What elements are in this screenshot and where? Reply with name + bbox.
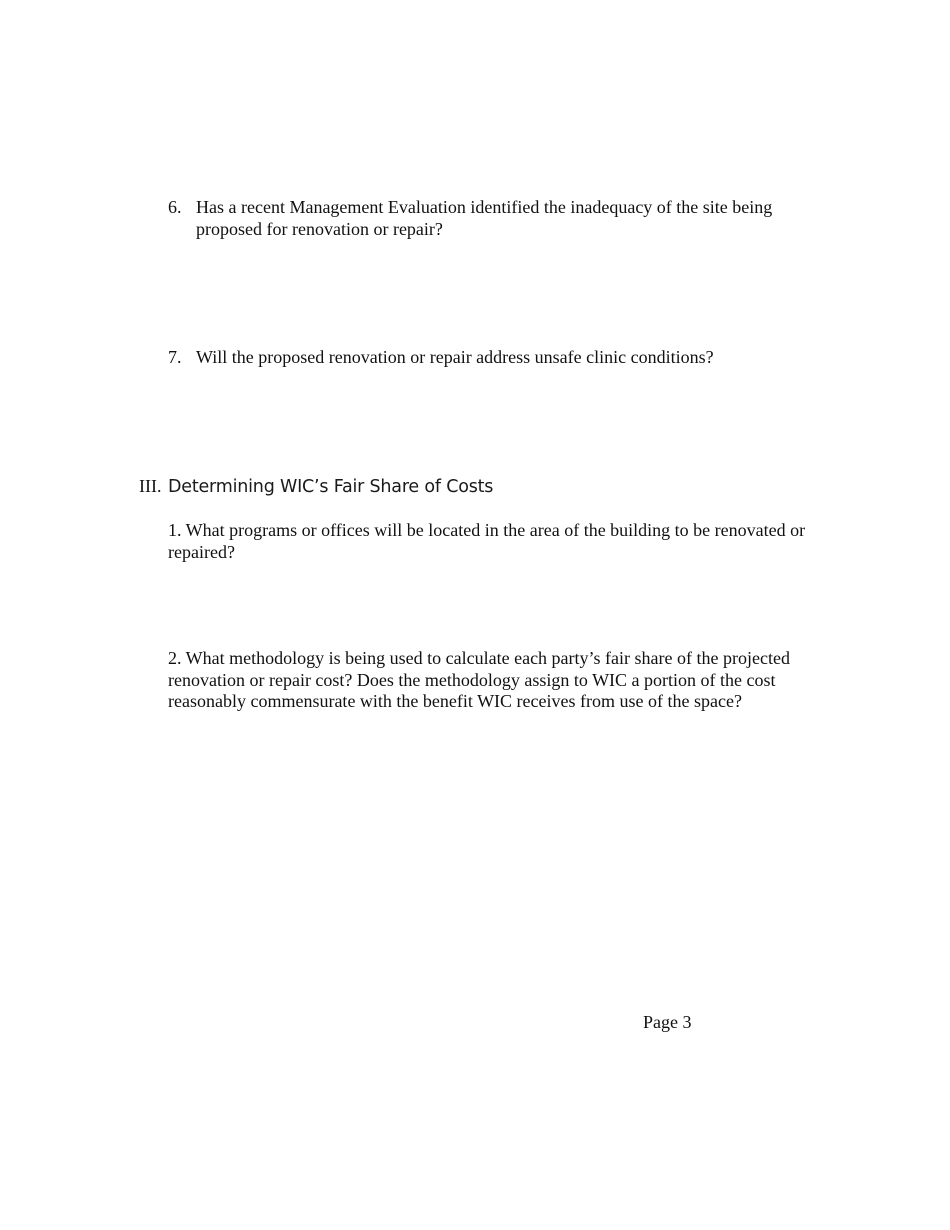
question-7 xyxy=(168,347,818,369)
question-number: 7. xyxy=(168,347,182,367)
page-number: Page 3 xyxy=(643,1012,692,1032)
question-text: Has a recent Management Evaluation identified the inadequacy of the site being proposed for renovation or repair? xyxy=(196,197,773,239)
section-heading xyxy=(139,476,839,499)
section-numeral: III. xyxy=(139,476,162,496)
section-title: Determining WIC’s Fair Share of Costs xyxy=(167,477,494,497)
question-6 xyxy=(168,197,818,240)
section-question-2: 2. What methodology is being used to calculate each party’s fair share of the projected renovation or repair cost? Does the methodology assign to WIC a portion of the cost reasonably commensurate with the benefit WIC receives from use of the space? xyxy=(168,648,790,711)
section-question-1: 1. What programs or offices will be located in the area of the building to be renovated or repaired? xyxy=(168,520,806,562)
question-text: Will the proposed renovation or repair address unsafe clinic conditions? xyxy=(196,347,714,367)
question-number: 6. xyxy=(168,197,182,217)
